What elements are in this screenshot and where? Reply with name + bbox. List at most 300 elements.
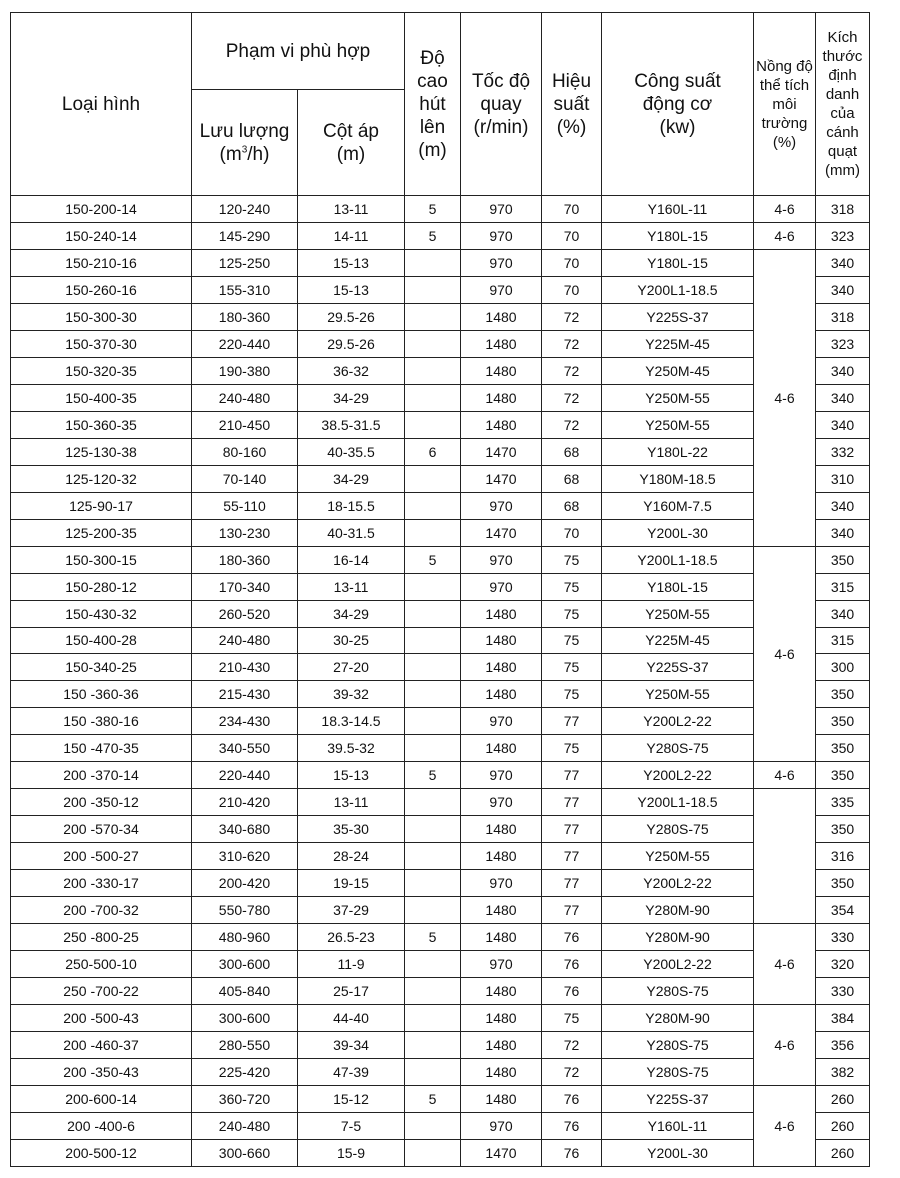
cell-impeller: 340: [816, 249, 870, 276]
cell-speed: 970: [461, 762, 542, 789]
cell-type: 150-300-15: [11, 546, 192, 573]
cell-type: 200-500-12: [11, 1139, 192, 1166]
cell-impeller: 315: [816, 627, 870, 654]
cell-efficiency: 75: [542, 735, 602, 762]
cell-motor: Y225S-37: [602, 1085, 754, 1112]
cell-efficiency: 72: [542, 357, 602, 384]
table-row: [11, 249, 870, 276]
cell-head: 15-13: [298, 276, 405, 303]
cell-head: 15-13: [298, 249, 405, 276]
cell-type: 150-320-35: [11, 357, 192, 384]
cell-efficiency: 75: [542, 600, 602, 627]
cell-speed: 1480: [461, 1059, 542, 1086]
cell-type: 150-400-35: [11, 384, 192, 411]
cell-impeller: 340: [816, 276, 870, 303]
cell-motor: Y250M-55: [602, 681, 754, 708]
cell-type: 200 -700-32: [11, 897, 192, 924]
table-row: [11, 1059, 870, 1086]
cell-suction: [405, 384, 461, 411]
cell-impeller: 323: [816, 222, 870, 249]
header-efficiency: Hiệu suất (%): [542, 13, 602, 196]
cell-head: 18.3-14.5: [298, 708, 405, 735]
cell-head: 29.5-26: [298, 303, 405, 330]
cell-type: 125-200-35: [11, 519, 192, 546]
table-row: [11, 546, 870, 573]
cell-type: 200 -500-27: [11, 843, 192, 870]
cell-head: 29.5-26: [298, 330, 405, 357]
table-row: [11, 870, 870, 897]
cell-concentration: 4-6: [754, 924, 816, 1005]
cell-impeller: 340: [816, 411, 870, 438]
cell-suction: [405, 249, 461, 276]
cell-speed: 1480: [461, 411, 542, 438]
cell-flow: 210-430: [192, 654, 298, 681]
cell-impeller: 384: [816, 1005, 870, 1032]
cell-flow: 225-420: [192, 1059, 298, 1086]
cell-motor: Y250M-55: [602, 384, 754, 411]
cell-type: 200 -330-17: [11, 870, 192, 897]
cell-type: 150-400-28: [11, 627, 192, 654]
cell-speed: 1480: [461, 681, 542, 708]
cell-type: 125-130-38: [11, 438, 192, 465]
cell-type: 150-210-16: [11, 249, 192, 276]
cell-head: 47-39: [298, 1059, 405, 1086]
cell-motor: Y200L2-22: [602, 951, 754, 978]
cell-speed: 970: [461, 276, 542, 303]
cell-speed: 1480: [461, 1005, 542, 1032]
cell-type: 200 -500-43: [11, 1005, 192, 1032]
cell-head: 39-32: [298, 681, 405, 708]
cell-speed: 1470: [461, 465, 542, 492]
cell-speed: 1480: [461, 897, 542, 924]
cell-head: 39.5-32: [298, 735, 405, 762]
cell-efficiency: 68: [542, 438, 602, 465]
cell-speed: 970: [461, 708, 542, 735]
table-row: [11, 330, 870, 357]
cell-suction: [405, 1112, 461, 1139]
pump-spec-table: [10, 12, 870, 1167]
table-row: [11, 222, 870, 249]
cell-head: 30-25: [298, 627, 405, 654]
cell-flow: 240-480: [192, 384, 298, 411]
cell-impeller: 340: [816, 600, 870, 627]
cell-efficiency: 76: [542, 1112, 602, 1139]
cell-type: 200 -400-6: [11, 1112, 192, 1139]
cell-head: 34-29: [298, 465, 405, 492]
cell-type: 150 -470-35: [11, 735, 192, 762]
cell-motor: Y200L1-18.5: [602, 789, 754, 816]
cell-type: 250 -700-22: [11, 978, 192, 1005]
cell-suction: [405, 573, 461, 600]
cell-impeller: 350: [816, 735, 870, 762]
cell-concentration: [754, 789, 816, 924]
cell-speed: 970: [461, 196, 542, 223]
cell-efficiency: 70: [542, 276, 602, 303]
cell-motor: Y280S-75: [602, 1059, 754, 1086]
cell-concentration: 4-6: [754, 1085, 816, 1166]
cell-efficiency: 72: [542, 1059, 602, 1086]
cell-suction: [405, 843, 461, 870]
cell-motor: Y280S-75: [602, 978, 754, 1005]
cell-efficiency: 77: [542, 870, 602, 897]
cell-head: 19-15: [298, 870, 405, 897]
cell-impeller: 350: [816, 546, 870, 573]
table-row: [11, 357, 870, 384]
cell-speed: 970: [461, 789, 542, 816]
cell-impeller: 350: [816, 816, 870, 843]
cell-suction: [405, 1139, 461, 1166]
cell-speed: 1480: [461, 1085, 542, 1112]
cell-suction: [405, 357, 461, 384]
cell-impeller: 316: [816, 843, 870, 870]
table-row: [11, 1112, 870, 1139]
cell-motor: Y225M-45: [602, 627, 754, 654]
cell-head: 34-29: [298, 384, 405, 411]
cell-motor: Y280M-90: [602, 897, 754, 924]
cell-impeller: 300: [816, 654, 870, 681]
cell-speed: 1480: [461, 1032, 542, 1059]
cell-suction: [405, 735, 461, 762]
cell-impeller: 350: [816, 708, 870, 735]
cell-suction: 5: [405, 762, 461, 789]
cell-efficiency: 72: [542, 411, 602, 438]
cell-head: 35-30: [298, 816, 405, 843]
cell-suction: [405, 276, 461, 303]
cell-impeller: 330: [816, 924, 870, 951]
cell-motor: Y225S-37: [602, 303, 754, 330]
cell-head: 40-35.5: [298, 438, 405, 465]
cell-type: 150-240-14: [11, 222, 192, 249]
cell-impeller: 350: [816, 681, 870, 708]
cell-head: 16-14: [298, 546, 405, 573]
cell-efficiency: 68: [542, 492, 602, 519]
cell-flow: 180-360: [192, 303, 298, 330]
cell-suction: [405, 708, 461, 735]
cell-suction: 5: [405, 546, 461, 573]
header-power: Công suất động cơ (kw): [602, 13, 754, 196]
cell-concentration: 4-6: [754, 249, 816, 546]
cell-speed: 1480: [461, 735, 542, 762]
cell-speed: 970: [461, 546, 542, 573]
table-row: [11, 897, 870, 924]
cell-motor: Y250M-55: [602, 843, 754, 870]
table-row: [11, 1005, 870, 1032]
cell-efficiency: 72: [542, 1032, 602, 1059]
table-row: [11, 654, 870, 681]
cell-speed: 1480: [461, 303, 542, 330]
cell-suction: [405, 870, 461, 897]
cell-impeller: 310: [816, 465, 870, 492]
cell-efficiency: 75: [542, 1005, 602, 1032]
cell-speed: 1480: [461, 816, 542, 843]
cell-type: 200 -350-43: [11, 1059, 192, 1086]
cell-motor: Y250M-45: [602, 357, 754, 384]
header-concentration: Nồng độ thể tích môi trường (%): [754, 13, 816, 196]
cell-efficiency: 70: [542, 519, 602, 546]
cell-motor: Y225M-45: [602, 330, 754, 357]
table-row: [11, 196, 870, 223]
cell-efficiency: 75: [542, 627, 602, 654]
table-row: [11, 1085, 870, 1112]
header-impeller: Kích thước định danh của cánh quạt (mm): [816, 13, 870, 196]
cell-flow: 210-450: [192, 411, 298, 438]
cell-efficiency: 70: [542, 222, 602, 249]
cell-flow: 145-290: [192, 222, 298, 249]
cell-head: 36-32: [298, 357, 405, 384]
cell-efficiency: 68: [542, 465, 602, 492]
cell-flow: 550-780: [192, 897, 298, 924]
cell-speed: 970: [461, 222, 542, 249]
cell-speed: 970: [461, 951, 542, 978]
cell-impeller: 320: [816, 951, 870, 978]
cell-flow: 480-960: [192, 924, 298, 951]
cell-impeller: 332: [816, 438, 870, 465]
cell-speed: 970: [461, 249, 542, 276]
table-row: [11, 492, 870, 519]
cell-impeller: 315: [816, 573, 870, 600]
cell-type: 150-300-30: [11, 303, 192, 330]
cell-motor: Y280S-75: [602, 816, 754, 843]
cell-head: 13-11: [298, 789, 405, 816]
cell-speed: 970: [461, 492, 542, 519]
cell-efficiency: 77: [542, 762, 602, 789]
cell-efficiency: 77: [542, 816, 602, 843]
cell-efficiency: 75: [542, 681, 602, 708]
cell-head: 13-11: [298, 573, 405, 600]
cell-flow: 70-140: [192, 465, 298, 492]
cell-flow: 260-520: [192, 600, 298, 627]
cell-speed: 970: [461, 1112, 542, 1139]
cell-efficiency: 72: [542, 330, 602, 357]
cell-flow: 125-250: [192, 249, 298, 276]
cell-motor: Y200L2-22: [602, 870, 754, 897]
cell-type: 200-600-14: [11, 1085, 192, 1112]
cell-head: 28-24: [298, 843, 405, 870]
cell-head: 11-9: [298, 951, 405, 978]
cell-head: 26.5-23: [298, 924, 405, 951]
cell-head: 7-5: [298, 1112, 405, 1139]
cell-impeller: 260: [816, 1139, 870, 1166]
cell-motor: Y200L1-18.5: [602, 276, 754, 303]
cell-speed: 1480: [461, 600, 542, 627]
cell-suction: [405, 1005, 461, 1032]
cell-concentration: 4-6: [754, 196, 816, 223]
cell-flow: 310-620: [192, 843, 298, 870]
cell-type: 200 -460-37: [11, 1032, 192, 1059]
table-row: [11, 708, 870, 735]
table-row: [11, 735, 870, 762]
cell-speed: 1480: [461, 384, 542, 411]
table-row: [11, 1139, 870, 1166]
cell-flow: 200-420: [192, 870, 298, 897]
cell-suction: [405, 1059, 461, 1086]
cell-efficiency: 76: [542, 924, 602, 951]
cell-impeller: 318: [816, 303, 870, 330]
cell-speed: 1480: [461, 843, 542, 870]
cell-suction: [405, 789, 461, 816]
cell-flow: 360-720: [192, 1085, 298, 1112]
cell-impeller: 340: [816, 519, 870, 546]
cell-suction: [405, 978, 461, 1005]
cell-head: 38.5-31.5: [298, 411, 405, 438]
cell-speed: 1470: [461, 519, 542, 546]
table-row: [11, 411, 870, 438]
cell-type: 250-500-10: [11, 951, 192, 978]
cell-efficiency: 72: [542, 303, 602, 330]
header-flow: Lưu lượng $(m^3/h)$: [192, 90, 298, 196]
cell-motor: Y200L-30: [602, 519, 754, 546]
cell-flow: 130-230: [192, 519, 298, 546]
cell-motor: Y280S-75: [602, 735, 754, 762]
cell-impeller: 318: [816, 196, 870, 223]
cell-type: 150 -380-16: [11, 708, 192, 735]
cell-type: 200 -570-34: [11, 816, 192, 843]
cell-type: 150-260-16: [11, 276, 192, 303]
cell-impeller: 340: [816, 357, 870, 384]
cell-impeller: 330: [816, 978, 870, 1005]
table-row: [11, 438, 870, 465]
cell-efficiency: 70: [542, 196, 602, 223]
cell-type: 150 -360-36: [11, 681, 192, 708]
table-row: [11, 384, 870, 411]
cell-suction: [405, 816, 461, 843]
header-speed: Tốc độ quay (r/min): [461, 13, 542, 196]
cell-suction: 5: [405, 1085, 461, 1112]
cell-head: 27-20: [298, 654, 405, 681]
cell-flow: 340-550: [192, 735, 298, 762]
cell-head: 37-29: [298, 897, 405, 924]
cell-efficiency: 75: [542, 654, 602, 681]
table-row: [11, 978, 870, 1005]
cell-motor: Y250M-55: [602, 411, 754, 438]
cell-flow: 220-440: [192, 330, 298, 357]
cell-speed: 1480: [461, 627, 542, 654]
cell-type: 200 -370-14: [11, 762, 192, 789]
cell-flow: 190-380: [192, 357, 298, 384]
cell-flow: 234-430: [192, 708, 298, 735]
cell-flow: 280-550: [192, 1032, 298, 1059]
cell-motor: Y200L2-22: [602, 708, 754, 735]
header-suction: Độ cao hút lên (m): [405, 13, 461, 196]
cell-motor: Y200L-30: [602, 1139, 754, 1166]
table-row: [11, 681, 870, 708]
pump-spec-sheet: [10, 12, 870, 1167]
cell-head: 44-40: [298, 1005, 405, 1032]
cell-efficiency: 77: [542, 708, 602, 735]
cell-speed: 1470: [461, 438, 542, 465]
cell-flow: 170-340: [192, 573, 298, 600]
table-row: [11, 519, 870, 546]
cell-type: 250 -800-25: [11, 924, 192, 951]
cell-efficiency: 77: [542, 897, 602, 924]
table-row: [11, 816, 870, 843]
cell-motor: Y180L-22: [602, 438, 754, 465]
cell-suction: 5: [405, 924, 461, 951]
cell-head: 40-31.5: [298, 519, 405, 546]
cell-flow: 340-680: [192, 816, 298, 843]
table-body: [11, 196, 870, 1167]
cell-suction: [405, 951, 461, 978]
cell-impeller: 350: [816, 762, 870, 789]
cell-efficiency: 76: [542, 1085, 602, 1112]
cell-suction: [405, 627, 461, 654]
cell-suction: [405, 1032, 461, 1059]
table-row: [11, 762, 870, 789]
cell-efficiency: 75: [542, 573, 602, 600]
cell-efficiency: 70: [542, 249, 602, 276]
cell-concentration: 4-6: [754, 1005, 816, 1086]
cell-impeller: 340: [816, 492, 870, 519]
cell-efficiency: 77: [542, 789, 602, 816]
cell-flow: 300-600: [192, 951, 298, 978]
cell-flow: 240-480: [192, 627, 298, 654]
cell-type: 150-360-35: [11, 411, 192, 438]
cell-motor: Y200L2-22: [602, 762, 754, 789]
cell-type: 150-280-12: [11, 573, 192, 600]
cell-type: 200 -350-12: [11, 789, 192, 816]
table-row: [11, 303, 870, 330]
cell-motor: Y225S-37: [602, 654, 754, 681]
cell-suction: 5: [405, 222, 461, 249]
header-range: Phạm vi phù hợp: [192, 13, 405, 90]
cell-speed: 1470: [461, 1139, 542, 1166]
cell-type: 125-90-17: [11, 492, 192, 519]
cell-head: 14-11: [298, 222, 405, 249]
cell-suction: [405, 330, 461, 357]
cell-impeller: 350: [816, 870, 870, 897]
cell-motor: Y200L1-18.5: [602, 546, 754, 573]
cell-impeller: 260: [816, 1112, 870, 1139]
cell-suction: 6: [405, 438, 461, 465]
cell-head: 25-17: [298, 978, 405, 1005]
cell-flow: 155-310: [192, 276, 298, 303]
table-row: [11, 573, 870, 600]
table-row: [11, 465, 870, 492]
cell-flow: 300-660: [192, 1139, 298, 1166]
cell-flow: 180-360: [192, 546, 298, 573]
cell-head: 34-29: [298, 600, 405, 627]
cell-impeller: 340: [816, 384, 870, 411]
cell-speed: 970: [461, 573, 542, 600]
cell-impeller: 335: [816, 789, 870, 816]
cell-efficiency: 75: [542, 546, 602, 573]
cell-impeller: 260: [816, 1085, 870, 1112]
cell-efficiency: 76: [542, 978, 602, 1005]
cell-impeller: 323: [816, 330, 870, 357]
cell-suction: [405, 681, 461, 708]
cell-suction: [405, 654, 461, 681]
cell-flow: 220-440: [192, 762, 298, 789]
cell-motor: Y280S-75: [602, 1032, 754, 1059]
table-row: [11, 789, 870, 816]
cell-suction: [405, 519, 461, 546]
cell-motor: Y280M-90: [602, 924, 754, 951]
cell-motor: Y160L-11: [602, 1112, 754, 1139]
cell-flow: 215-430: [192, 681, 298, 708]
cell-motor: Y250M-55: [602, 600, 754, 627]
cell-suction: [405, 411, 461, 438]
table-row: [11, 600, 870, 627]
cell-impeller: 354: [816, 897, 870, 924]
cell-head: 39-34: [298, 1032, 405, 1059]
cell-suction: [405, 897, 461, 924]
cell-impeller: 382: [816, 1059, 870, 1086]
cell-head: 15-13: [298, 762, 405, 789]
table-row: [11, 951, 870, 978]
cell-suction: [405, 492, 461, 519]
cell-speed: 1480: [461, 924, 542, 951]
table-row: [11, 924, 870, 951]
